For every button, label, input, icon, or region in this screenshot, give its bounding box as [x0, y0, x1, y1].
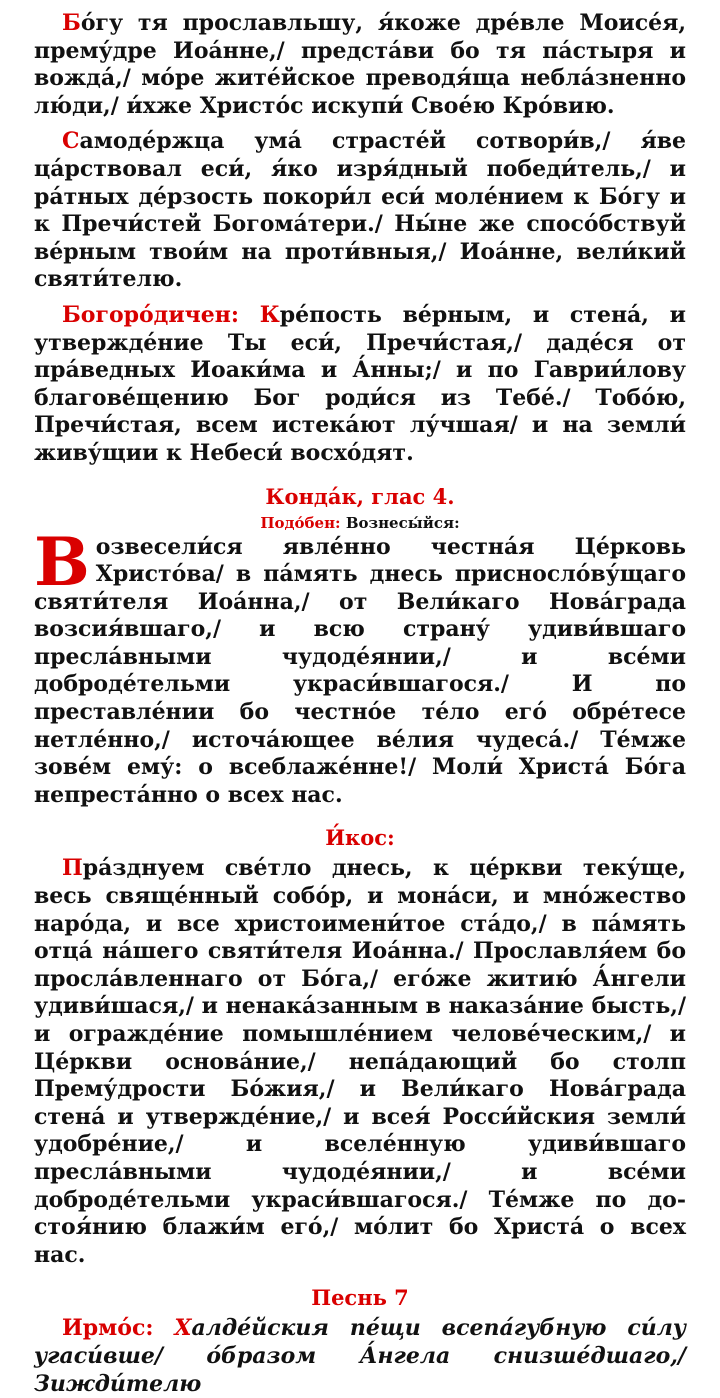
- paragraph-text: ре́пость ве́рным, и стена́, и утвержде́ние Ты еси́, Пречи́стая,/ даде́ся от пра́ведных Иоаки́ма и А́нны;/ и по Гаврии́лову благове́щению Бог роди́ся из Тебе́./ Тобо́ю, Пречи́стая, всем истека́ют лу́чшая/ и на земли́ живу́щии к Небеси́ восхо́дят.: [34, 301, 686, 466]
- paragraph-text: ра́зднуем све́тло днесь, к це́ркви теку́ще, весь свяще́нный собо́р, и мона́си, и мно́жество наро́да, и все христоимени́тое ста́до,/ в па́мять отца́ на́шего святи́теля Иоа́нна./ Прославля́ем бо просла́вленнаго от Бо́га,/ его́же житию́ А́нгели удиви́шася,/ и ненака́занным в наказа́ние бысть,/ и огражде́ние помышле́нием челове́ческим,/ и Це́ркви основа́ние,/ непа́дающий бо столп Прему́дрости Бо́жия,/ и Вели́каго Нова́града стена́ и утвержде́ние,/ и всея́ Росси́йския земли́ удобре́ние,/ и вселе́нную удиви́вшаго пресла́вными чудоде́янии,/ и все́ми доброде́тельми украси́вшагося./ Те́мже по достоя́нию блажи́м его́,/ мо́лит бо Христа́ о всех нас.: [34, 855, 686, 1268]
- irmos-paragraph: [34, 1315, 686, 1398]
- ode-heading: Песнь 7: [311, 1285, 409, 1311]
- drop-cap-initial: В: [34, 522, 90, 601]
- initial-letter: П: [62, 855, 83, 882]
- theotokion-paragraph: [34, 302, 686, 468]
- podoben-line: [34, 514, 686, 532]
- initial-letter: Б: [62, 10, 81, 36]
- ikos-paragraph: [34, 855, 686, 1269]
- initial-letter: Х: [174, 1315, 192, 1342]
- initial-letter: К: [259, 301, 280, 328]
- paragraph-text: амоде́ржца ума́ страсте́й сотвори́в,/ я́ве ца́рствовал еси́, я́ко изря́дный победи́тель,/ и ра́тных де́рзость покори́л еси́ моле́нием к Бо́гу и к Пречи́стей Богома́тери./ Ны́не же спосо́бствуй ве́рным твои́м на проти́вныя,/ Иоа́нне, вели́кий святи́телю.: [34, 128, 686, 293]
- troparion-paragraph-1: [34, 10, 686, 120]
- paragraph-text: о́гу тя прославльшу, я́коже дре́вле Моисе́я, прему́дре Иоа́нне,/ предста́ви бо тя па́стыря и вожда́,/ мо́ре жите́йское преводя́ща небла́зненно лю́ди,/ и́хже Христо́с искупи́ Свое́ю Кро́вию.: [34, 10, 686, 119]
- paragraph-text: озвесели́ся явле́нно честна́я Це́рковь Христо́ва/ в па́мять днесь присносло́ву́щаго святи́теля Иоа́нна,/ от Вели́каго Нова́града возсия́вшаго,/ и всю страну́ удиви́вшаго пресла́вными чудоде́янии,/ и все́ми доброде́тельми украси́вшагося./ И по преставле́нии бо честно́е те́ло его́ обре́тесе нетле́нно,/ источа́ющее ве́лия чудеса́./ Те́мже зове́м ему́: о всеблаже́нне!/ Моли́ Христа́ Бо́га непреста́нно о всех нас.: [34, 533, 686, 808]
- paragraph-text: алде́йския пе́щи всепа́губную си́лу угаси́вше/ о́бразом А́нгела снизше́дшаго,/ Зижди́телю: [34, 1315, 686, 1397]
- theotokion-label: Богоро́дичен:: [62, 301, 260, 328]
- initial-letter: С: [62, 128, 80, 155]
- irmos-label: Ирмо́с:: [62, 1315, 175, 1342]
- kondak-heading: Конда́к, глас 4.: [265, 483, 455, 509]
- podoben-text: Вознесы́йся:: [345, 513, 460, 532]
- podoben-label: Подо́бен:: [260, 513, 346, 532]
- troparion-paragraph-2: [34, 128, 686, 294]
- ikos-heading: И́кос:: [325, 825, 395, 851]
